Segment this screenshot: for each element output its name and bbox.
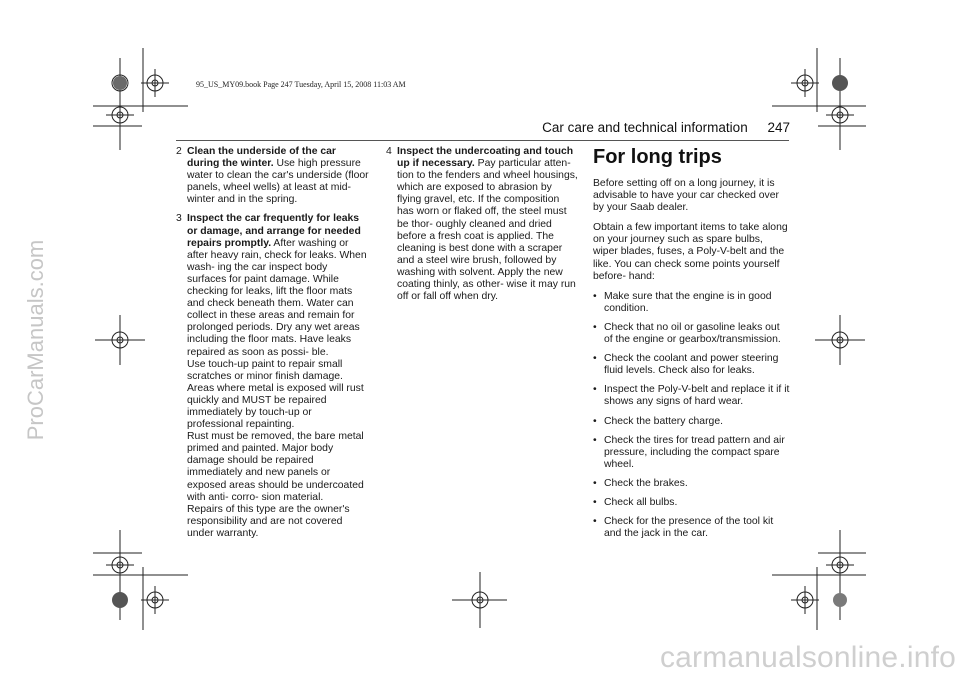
step-paragraph: Use touch-up paint to repair small scratches or minor finish damage. Areas where metal is exposed will rust quickly and MUST be repaired immediately by touch-up or professional repainting. bbox=[187, 358, 364, 431]
step-number: 4 bbox=[386, 146, 392, 157]
list-item bbox=[593, 435, 790, 471]
step-text: Use high pressure water to clean the car's underside (floor panels, wheel wells) at least at mid- winter and in the spring. bbox=[187, 158, 369, 206]
step-3 bbox=[176, 213, 369, 540]
step-2 bbox=[176, 146, 369, 206]
list-item bbox=[593, 353, 790, 377]
list-item bbox=[593, 516, 790, 540]
bullet: • bbox=[593, 384, 597, 396]
long-trips-heading: For long trips bbox=[593, 146, 722, 168]
bullet: • bbox=[593, 516, 597, 528]
section-title: Car care and technical information bbox=[542, 120, 748, 135]
step-number: 2 bbox=[176, 146, 182, 157]
left-column bbox=[176, 146, 369, 547]
middle-column bbox=[386, 146, 578, 310]
checklist bbox=[593, 291, 790, 541]
book-page-stamp: 95_US_MY09.book Page 247 Tuesday, April 15, 2008 11:03 AM bbox=[196, 80, 406, 89]
list-item-text: Check for the presence of the tool kit and the jack in the car. bbox=[604, 516, 774, 540]
intro-paragraph: Before setting off on a long journey, it is advisable to have your car checked over by your Saab dealer. bbox=[593, 178, 779, 214]
list-item bbox=[593, 291, 790, 315]
bullet: • bbox=[593, 290, 597, 302]
right-column bbox=[593, 146, 790, 547]
bottom-watermark: carmanualsonline.info bbox=[659, 641, 956, 674]
bullet: • bbox=[593, 477, 597, 489]
list-item bbox=[593, 384, 790, 408]
list-item-text: Check the coolant and power steering fluid levels. Check also for leaks. bbox=[604, 353, 779, 377]
bullet: • bbox=[593, 434, 597, 446]
step-body bbox=[397, 146, 578, 303]
list-item-text: Make sure that the engine is in good condition. bbox=[604, 290, 772, 314]
list-item bbox=[593, 478, 790, 490]
bullet: • bbox=[593, 353, 597, 365]
list-item-text: Check the battery charge. bbox=[604, 415, 723, 427]
list-item bbox=[593, 497, 790, 509]
step-paragraph: Repairs of this type are the owner's responsibility and are not covered under warranty. bbox=[187, 503, 350, 539]
step-text: After washing or after heavy rain, check for leaks. When wash- ing the car inspect body surfaces for paint damage. While checking for leaks, lift the floor mats and check beneath them. Water can collect in these areas and remain for prolonged periods. Dry any wet areas including the floor mats. Have leaks repaired as soon as possi- ble. bbox=[187, 237, 367, 358]
list-item-text: Check the brakes. bbox=[604, 477, 688, 489]
list-item bbox=[593, 416, 790, 428]
list-item-text: Check all bulbs. bbox=[604, 496, 678, 508]
list-item bbox=[593, 322, 790, 346]
step-text: Pay particular atten- tion to the fenders and wheel housings, which are exposed to abrasion by flying gravel, etc. If the composition has worn or flaked off, the steel must be thor- oughly cleaned and dried before a fresh coat is applied. The cleaning is best done with a scraper and a steel wire brush, followed by washing with solvent. Apply the new coating thinly, as other- wise it may run off or fall off when dry. bbox=[397, 158, 578, 303]
page-number: 247 bbox=[767, 120, 790, 135]
step-4 bbox=[386, 146, 578, 303]
list-item-text: Check the tires for tread pattern and air pressure, including the compact spare wheel. bbox=[604, 434, 785, 470]
step-body bbox=[187, 213, 369, 540]
list-item-text: Inspect the Poly-V-belt and replace it if it shows any signs of hard wear. bbox=[604, 384, 790, 408]
list-item-text: Check that no oil or gasoline leaks out of the engine or gearbox/transmission. bbox=[604, 321, 781, 346]
bullet: • bbox=[593, 496, 597, 508]
header-rule bbox=[176, 140, 789, 141]
step-heading: Clean the underside of the car during the winter. bbox=[187, 146, 336, 170]
running-header bbox=[542, 120, 790, 135]
bullet: • bbox=[593, 415, 597, 427]
side-watermark: ProCarManuals.com bbox=[23, 239, 48, 441]
step-heading: Inspect the car frequently for leaks or damage, and arrange for needed repairs promptly. bbox=[187, 213, 361, 249]
step-body bbox=[187, 146, 369, 206]
step-paragraph: Rust must be removed, the bare metal primed and painted. Major body damage should be repaired immediately and new panels or exposed areas should be undercoated with anti- corro- sion material. bbox=[187, 431, 364, 503]
step-number: 3 bbox=[176, 213, 182, 225]
step-heading: Inspect the undercoating and touch up if necessary. bbox=[397, 146, 574, 170]
bullet: • bbox=[593, 321, 597, 333]
intro-paragraph: Obtain a few important items to take along on your journey such as spare bulbs, wiper blades, fuses, a Poly-V-belt and the like. You can check some points yourself before- hand: bbox=[593, 222, 788, 282]
